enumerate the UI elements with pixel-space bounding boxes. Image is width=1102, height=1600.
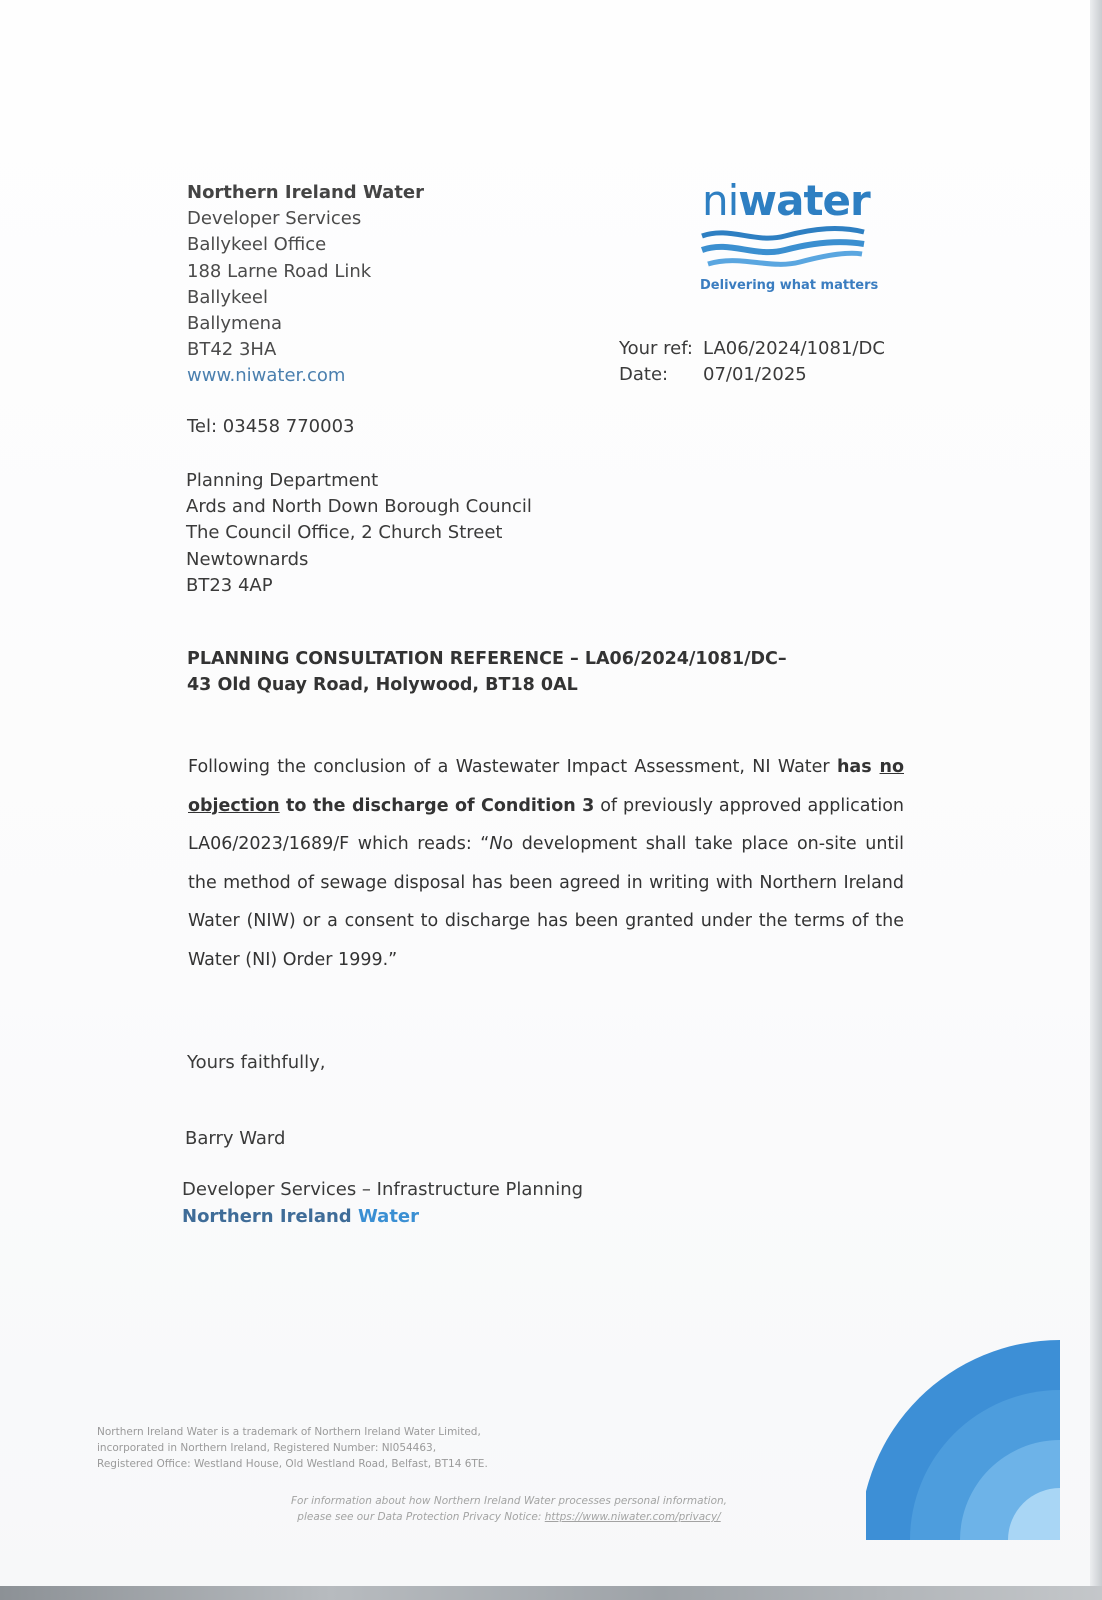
sender-organisation: Northern Ireland Water [187,182,425,203]
letter-body: Following the conclusion of a Wastewater Impact Assessment, NI Water has no objection to the discharge of Condition 3 of previously approved application LA06/2023/1689/F which reads: “No development shall take place on-site until the method of sewage disposal has been agreed in writing with Northern Ireland Water (NIW) or a consent to discharge has been granted under the terms of the Water (NI) Order 1999.” [188,757,904,970]
sender-town: Ballymena [187,313,283,335]
signer-role [182,1177,583,1230]
scan-bottom-edge [0,1586,1102,1600]
logo-waves-icon [700,224,866,270]
footer-privacy-notice: For information about how Northern Ireland Water processes personal information, please see our Data Protection Privacy Notice: https://www.niwater.com/privacy/ [290,1495,728,1523]
sender-website-link[interactable]: www.niwater.com [187,365,346,387]
heading-address: 43 Old Quay Road, Holywood, BT18 0AL [187,675,578,695]
your-ref-label: Your ref: [619,338,693,359]
sender-locality: Ballykeel [187,286,268,308]
recipient-line: Newtownards [186,548,309,570]
date-row [619,362,885,388]
recipient-line: BT23 4AP [186,574,273,596]
no-objection-emphasis: no objection [188,757,904,816]
sender-department: Developer Services [187,208,362,230]
closing-salutation: Yours faithfully, [187,1052,326,1073]
your-ref-value: LA06/2024/1081/DC [703,338,885,359]
privacy-link[interactable]: https://www.niwater.com/privacy/ [544,1511,721,1523]
recipient-line: The Council Office, 2 Church Street [186,522,503,544]
sender-street: 188 Larne Road Link [187,260,372,282]
recipient-line: Ards and North Down Borough Council [186,496,532,518]
logo-wordmark: niwater [702,176,870,225]
heading-reference: PLANNING CONSULTATION REFERENCE – LA06/2024/1081/DC– [187,649,787,669]
reference-block [619,336,885,388]
sender-address [187,180,424,390]
signer-organisation: Northern Ireland Water [182,1205,420,1227]
corner-arc-graphic [866,1340,1060,1540]
logo-tagline: Delivering what matters [700,278,879,293]
recipient-line: Planning Department [186,470,379,491]
signer-name: Barry Ward [185,1128,286,1149]
recipient-address [186,468,532,599]
sender-office: Ballykeel Office [187,234,327,256]
signer-title: Developer Services – Infrastructure Planning [182,1179,584,1200]
your-ref-row [619,336,885,362]
sender-postcode: BT42 3HA [187,339,277,361]
scan-edge [1090,0,1102,1600]
footer-legal-notice: Northern Ireland Water is a trademark of Northern Ireland Water Limited, incorporated in Northern Ireland, Registered Number: NI054463, Registered Office: Westland House, Old Westland Road, Belfast, BT14 6TE. [97,1426,488,1470]
niwater-logo [700,176,879,302]
letter-heading [187,646,787,698]
date-label: Date: [619,364,669,385]
sender-telephone: Tel: 03458 770003 [187,416,355,437]
date-value: 07/01/2025 [703,364,807,385]
